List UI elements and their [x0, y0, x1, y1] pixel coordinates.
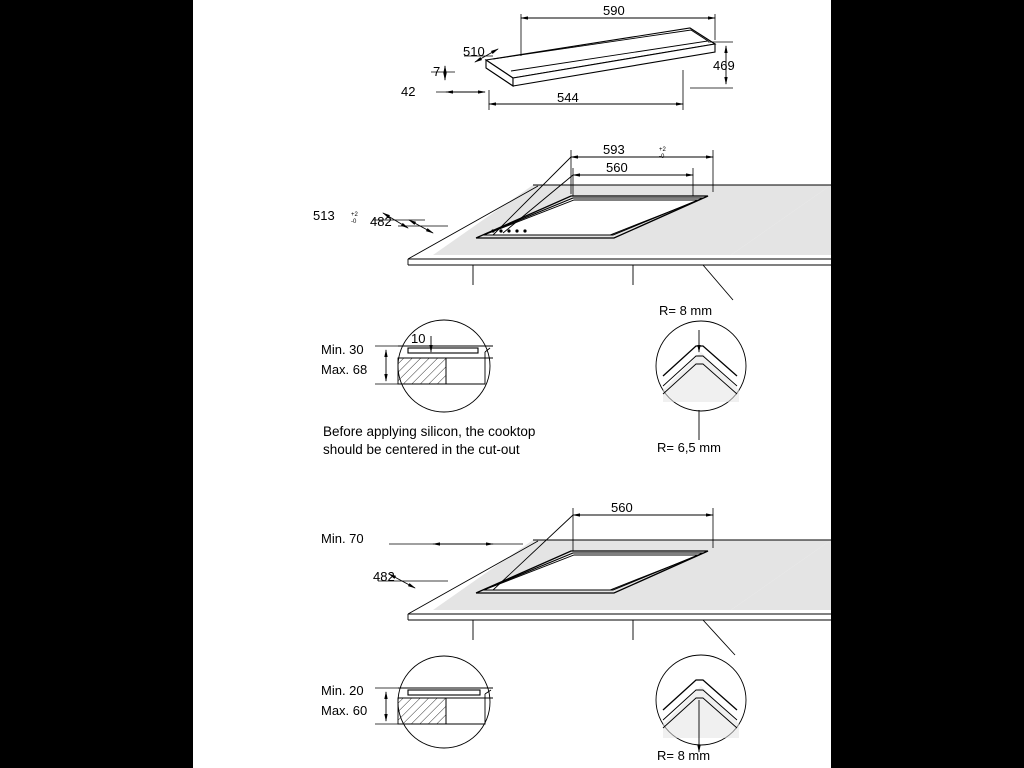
label-r-8-bottom: R= 8 mm [657, 748, 711, 763]
dim-469: 469 [713, 58, 735, 73]
dim-10: 10 [411, 331, 426, 346]
dim-593: 593 [603, 142, 625, 157]
dim-544: 544 [557, 90, 579, 105]
dim-513-tol-bottom: -0 [351, 219, 357, 225]
dim-482-bottom: 482 [373, 569, 395, 584]
figure-radius-details-top [656, 303, 746, 455]
figure-cutout-bottom [321, 500, 831, 655]
label-r-8: R= 8 mm [659, 303, 713, 318]
note-line-2: should be centered in the cut-out [323, 442, 520, 457]
dim-510: 510 [463, 44, 485, 59]
note-line-1: Before applying silicon, the cooktop [323, 424, 536, 439]
figure-radius-detail-bottom [656, 655, 746, 763]
figure-cutout-top [313, 142, 831, 300]
dim-513: 513 [313, 208, 335, 223]
label-max-60: Max. 60 [321, 703, 368, 718]
dim-593-tol-top: +2 [659, 147, 666, 153]
dim-560: 560 [606, 160, 628, 175]
installation-diagram [193, 0, 831, 768]
dim-560-bottom: 560 [611, 500, 633, 515]
dim-7: 7 [433, 64, 441, 79]
figure-appliance-dimensions [401, 3, 735, 110]
dim-593-tol-bottom: -0 [659, 154, 665, 160]
dim-513-tol-top: +2 [351, 212, 358, 218]
label-max-68: Max. 68 [321, 362, 368, 377]
figure-thickness-detail-top [321, 320, 535, 457]
label-min-30: Min. 30 [321, 342, 364, 357]
figure-thickness-detail-bottom [321, 656, 493, 748]
label-r-65: R= 6,5 mm [657, 440, 721, 455]
dim-590: 590 [603, 3, 625, 18]
dim-482: 482 [370, 214, 392, 229]
label-min-70: Min. 70 [321, 531, 364, 546]
drawing-sheet [193, 0, 831, 768]
dim-42: 42 [401, 84, 416, 99]
label-min-20: Min. 20 [321, 683, 364, 698]
